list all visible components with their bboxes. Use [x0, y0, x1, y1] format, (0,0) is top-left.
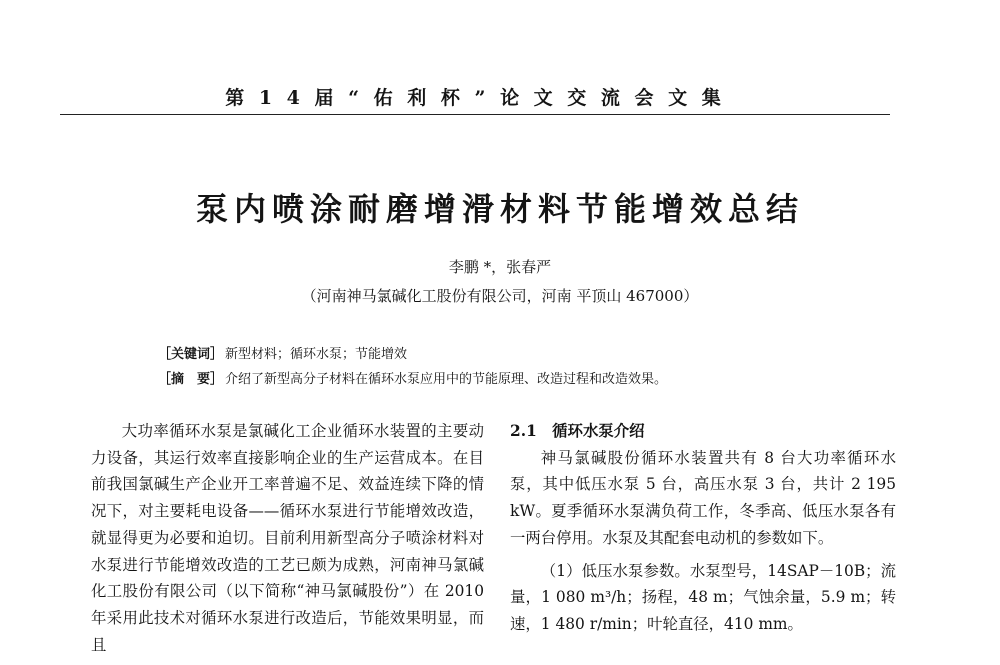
abstract-line: [158, 368, 667, 387]
running-header: 第 1 4 届 “ 佑 利 杯 ” 论 文 交 流 会 文 集: [225, 87, 725, 109]
keywords-label: ［关键词］: [158, 347, 224, 362]
paper-title: 泵内喷涂耐磨增滑材料节能增效总结: [195, 190, 804, 228]
intro-paragraph: 大功率循环水泵是氯碱化工企业循环水装置的主要动力设备，其运行效率直接影响企业的生产运营成本。在目前我国氯碱生产企业开工率普遍不足、效益连续下降的情况下，对主要耗电设备——循环水泵进行节能增效改造，就显得更为必要和迫切。目前利用新型高分子喷涂材料对水泵进行节能增效改造的工艺已颇为成熟，河南神马氯碱化工股份有限公司（以下简称“神马氯碱股份”）在 2010 年采用此技术对循环水泵进行改造后，节能效果明显，而且: [91, 422, 484, 654]
abstract-text: 介绍了新型高分子材料在循环水泵应用中的节能原理、改造过程和改造效果。: [225, 372, 668, 387]
header-rule: [60, 114, 890, 115]
keywords-text: 新型材料；循环水泵；节能增效: [225, 347, 408, 362]
left-column: [91, 418, 484, 658]
abstract-label: ［摘 要］: [158, 372, 224, 387]
authors: 李鹏 *，张春严: [448, 258, 552, 276]
low-pressure-pump-params: （1）低压水泵参数。水泵型号，14SAP－10B；流量，1 080 m³/h；扬程，48 m；气蚀余量，5.9 m；转速，1 480 r/min；叶轮直径，410 mm。: [510, 561, 896, 633]
affiliation: （河南神马氯碱化工股份有限公司，河南 平顶山 467000）: [301, 287, 699, 305]
right-column: [510, 418, 896, 638]
keywords-line: [158, 343, 407, 362]
section-heading: 2.1 循环水泵介绍: [510, 422, 645, 440]
pump-intro-paragraph: 神马氯碱股份循环水装置共有 8 台大功率循环水泵，其中低压水泵 5 台，高压水泵 3 台，共计 2 195 kW。夏季循环水泵满负荷工作，冬季高、低压水泵各有一两台停用。水泵及其配套电动机的参数如下。: [510, 448, 896, 547]
